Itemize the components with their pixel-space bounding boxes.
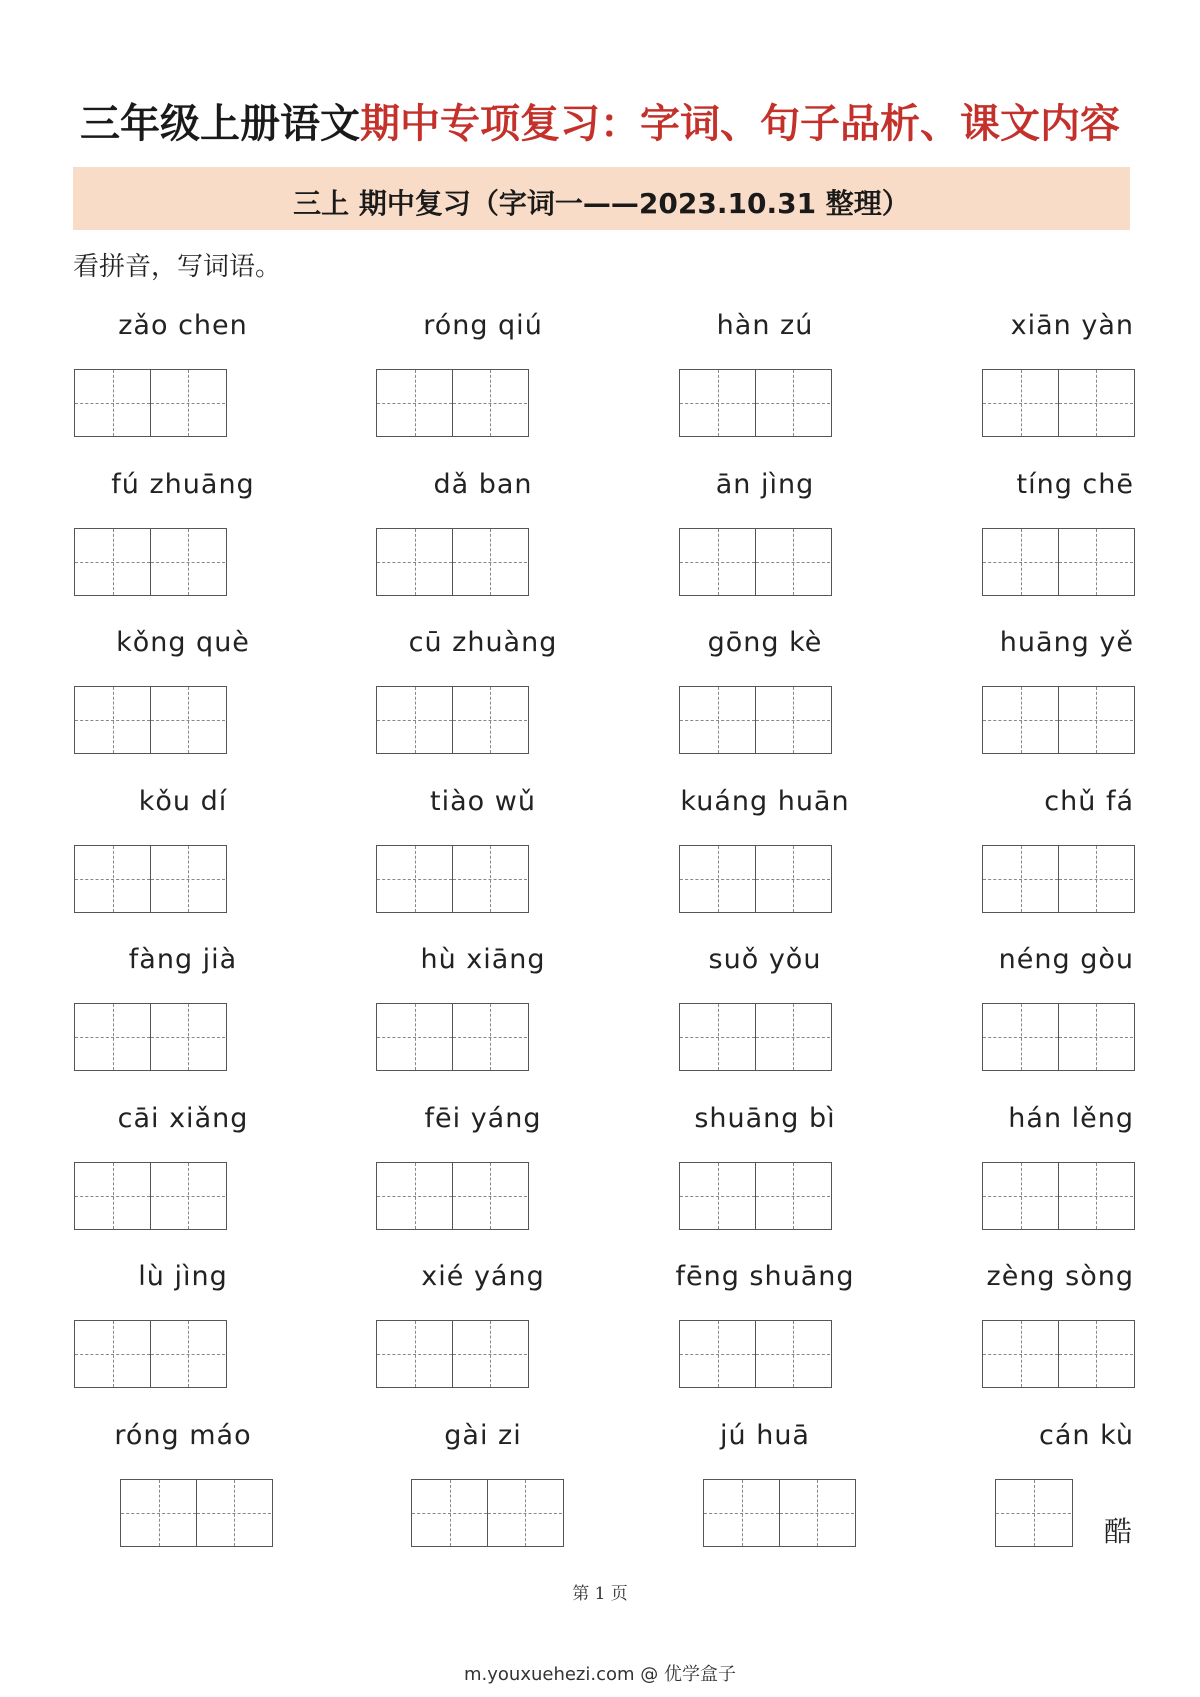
pinyin-label: ān jìng — [715, 468, 815, 500]
character-cell[interactable] — [487, 1480, 562, 1546]
character-cell[interactable] — [680, 370, 755, 436]
pinyin-label: kuáng huān — [680, 785, 850, 817]
section-banner-text: 三上 期中复习（字词一——2023.10.31 整理） — [293, 187, 910, 220]
character-cell[interactable] — [755, 370, 830, 436]
pinyin-label: xiān yàn — [1010, 310, 1134, 341]
pinyin-label: fēi yáng — [424, 1102, 542, 1134]
character-cell[interactable] — [1058, 1321, 1133, 1387]
character-box[interactable] — [74, 1162, 227, 1230]
character-box[interactable] — [982, 845, 1135, 913]
character-box[interactable] — [982, 528, 1135, 596]
character-box[interactable] — [995, 1479, 1073, 1547]
character-cell[interactable] — [75, 1321, 150, 1387]
character-cell[interactable] — [377, 1163, 452, 1229]
character-box[interactable] — [982, 1162, 1135, 1230]
pinyin-label: néng gòu — [998, 944, 1134, 975]
character-cell[interactable] — [1058, 1004, 1133, 1070]
section-banner — [73, 167, 1130, 230]
character-box[interactable] — [376, 1320, 529, 1388]
character-cell[interactable] — [377, 687, 452, 753]
pinyin-label: cū zhuàng — [408, 627, 558, 658]
pinyin-label: cán kù — [1038, 1419, 1134, 1451]
character-box[interactable] — [74, 845, 227, 913]
character-cell[interactable] — [452, 529, 527, 595]
character-box[interactable] — [376, 1162, 529, 1230]
character-cell[interactable] — [196, 1480, 271, 1546]
character-cell[interactable] — [680, 687, 755, 753]
character-cell[interactable] — [452, 1321, 527, 1387]
pinyin-label: shuāng bì — [694, 1102, 836, 1134]
character-cell[interactable] — [755, 687, 830, 753]
character-box[interactable] — [679, 528, 832, 596]
character-cell[interactable] — [1058, 1163, 1133, 1229]
character-cell[interactable] — [755, 1004, 830, 1070]
character-cell[interactable] — [150, 1321, 225, 1387]
character-cell[interactable] — [1058, 529, 1133, 595]
character-box[interactable] — [376, 1003, 529, 1071]
pinyin-label: hàn zú — [716, 310, 814, 341]
character-cell[interactable] — [755, 1163, 830, 1229]
character-cell[interactable] — [75, 370, 150, 436]
character-cell[interactable] — [150, 687, 225, 753]
character-cell[interactable] — [377, 1004, 452, 1070]
title-part-grade: 三年级上册语文 — [80, 101, 360, 147]
character-cell[interactable] — [377, 370, 452, 436]
pinyin-label: xié yáng — [421, 1261, 545, 1292]
character-cell[interactable] — [150, 529, 225, 595]
character-cell[interactable] — [779, 1480, 854, 1546]
pinyin-label: kǒu dí — [138, 785, 228, 817]
character-cell[interactable] — [680, 1163, 755, 1229]
pinyin-label: huāng yě — [999, 627, 1134, 658]
character-cell[interactable] — [755, 529, 830, 595]
character-cell[interactable] — [452, 1004, 527, 1070]
given-character: 酷 — [1104, 1514, 1133, 1548]
pinyin-label: cāi xiǎng — [117, 1102, 249, 1134]
character-cell[interactable] — [755, 1321, 830, 1387]
character-cell[interactable] — [452, 1163, 527, 1229]
character-cell[interactable] — [412, 1480, 487, 1546]
pinyin-label: jú huā — [720, 1419, 810, 1451]
character-cell[interactable] — [680, 529, 755, 595]
character-box[interactable] — [376, 369, 529, 437]
pinyin-label: fēng shuāng — [675, 1261, 855, 1292]
pinyin-label: róng máo — [114, 1419, 252, 1451]
character-cell[interactable] — [150, 370, 225, 436]
character-cell[interactable] — [755, 846, 830, 912]
pinyin-label: gōng kè — [707, 627, 823, 658]
character-cell[interactable] — [150, 1163, 225, 1229]
character-box[interactable] — [679, 1320, 832, 1388]
pinyin-label: zǎo chen — [118, 310, 248, 341]
character-box[interactable] — [679, 1003, 832, 1071]
character-cell[interactable] — [983, 370, 1058, 436]
character-cell[interactable] — [121, 1480, 196, 1546]
character-cell[interactable] — [75, 1004, 150, 1070]
character-cell[interactable] — [680, 846, 755, 912]
pinyin-label: tíng chē — [1016, 468, 1134, 500]
character-cell[interactable] — [1058, 370, 1133, 436]
character-cell[interactable] — [452, 846, 527, 912]
pinyin-label: chǔ fá — [1044, 785, 1134, 817]
pinyin-label: kǒng què — [116, 627, 250, 658]
character-cell[interactable] — [983, 529, 1058, 595]
character-cell[interactable] — [75, 846, 150, 912]
pinyin-label: róng qiú — [423, 310, 543, 341]
character-cell[interactable] — [1058, 846, 1133, 912]
character-box[interactable] — [982, 1320, 1135, 1388]
character-cell[interactable] — [150, 846, 225, 912]
character-cell[interactable] — [680, 1321, 755, 1387]
character-box[interactable] — [376, 845, 529, 913]
pinyin-label: hù xiāng — [420, 944, 546, 975]
character-cell[interactable] — [75, 1163, 150, 1229]
pinyin-label: lù jìng — [138, 1261, 228, 1292]
page-title — [0, 92, 1200, 149]
character-cell[interactable] — [452, 687, 527, 753]
pinyin-label: fú zhuāng — [111, 468, 255, 500]
character-box[interactable] — [982, 1003, 1135, 1071]
character-box[interactable] — [703, 1479, 856, 1547]
character-cell[interactable] — [1058, 687, 1133, 753]
page-number: 第 1 页 — [572, 1584, 628, 1604]
character-cell[interactable] — [150, 1004, 225, 1070]
character-cell[interactable] — [452, 370, 527, 436]
character-cell[interactable] — [377, 846, 452, 912]
character-cell[interactable] — [983, 1163, 1058, 1229]
character-box[interactable] — [376, 528, 529, 596]
character-box[interactable] — [74, 686, 227, 754]
character-cell[interactable] — [983, 1004, 1058, 1070]
character-box[interactable] — [679, 686, 832, 754]
character-cell[interactable] — [75, 687, 150, 753]
character-box[interactable] — [74, 369, 227, 437]
character-box[interactable] — [74, 1320, 227, 1388]
character-cell[interactable] — [377, 529, 452, 595]
pinyin-label: dǎ ban — [433, 468, 533, 500]
pinyin-label: gài zi — [444, 1419, 522, 1451]
character-box[interactable] — [982, 369, 1135, 437]
character-cell[interactable] — [996, 1480, 1071, 1546]
character-box[interactable] — [679, 1162, 832, 1230]
character-cell[interactable] — [983, 1321, 1058, 1387]
character-cell[interactable] — [377, 1321, 452, 1387]
character-box[interactable] — [74, 528, 227, 596]
pinyin-label: hán lěng — [1008, 1102, 1134, 1134]
footer-site: m.youxuehezi.com @ 优学盒子 — [463, 1664, 736, 1685]
pinyin-label: fàng jià — [128, 944, 238, 975]
character-box[interactable] — [982, 686, 1135, 754]
character-box[interactable] — [376, 686, 529, 754]
pinyin-label: tiào wǔ — [430, 785, 536, 817]
character-cell[interactable] — [680, 1004, 755, 1070]
character-cell[interactable] — [983, 687, 1058, 753]
exercise-instruction: 看拼音，写词语。 — [73, 252, 282, 282]
character-cell[interactable] — [704, 1480, 779, 1546]
character-box[interactable] — [120, 1479, 273, 1547]
title-part-topic: 期中专项复习：字词、句子品析、课文内容 — [360, 101, 1120, 147]
character-cell[interactable] — [983, 846, 1058, 912]
character-cell[interactable] — [75, 529, 150, 595]
pinyin-label: zèng sòng — [986, 1261, 1134, 1292]
character-box[interactable] — [74, 1003, 227, 1071]
pinyin-label: suǒ yǒu — [708, 944, 822, 975]
character-box[interactable] — [679, 845, 832, 913]
character-box[interactable] — [411, 1479, 564, 1547]
character-box[interactable] — [679, 369, 832, 437]
